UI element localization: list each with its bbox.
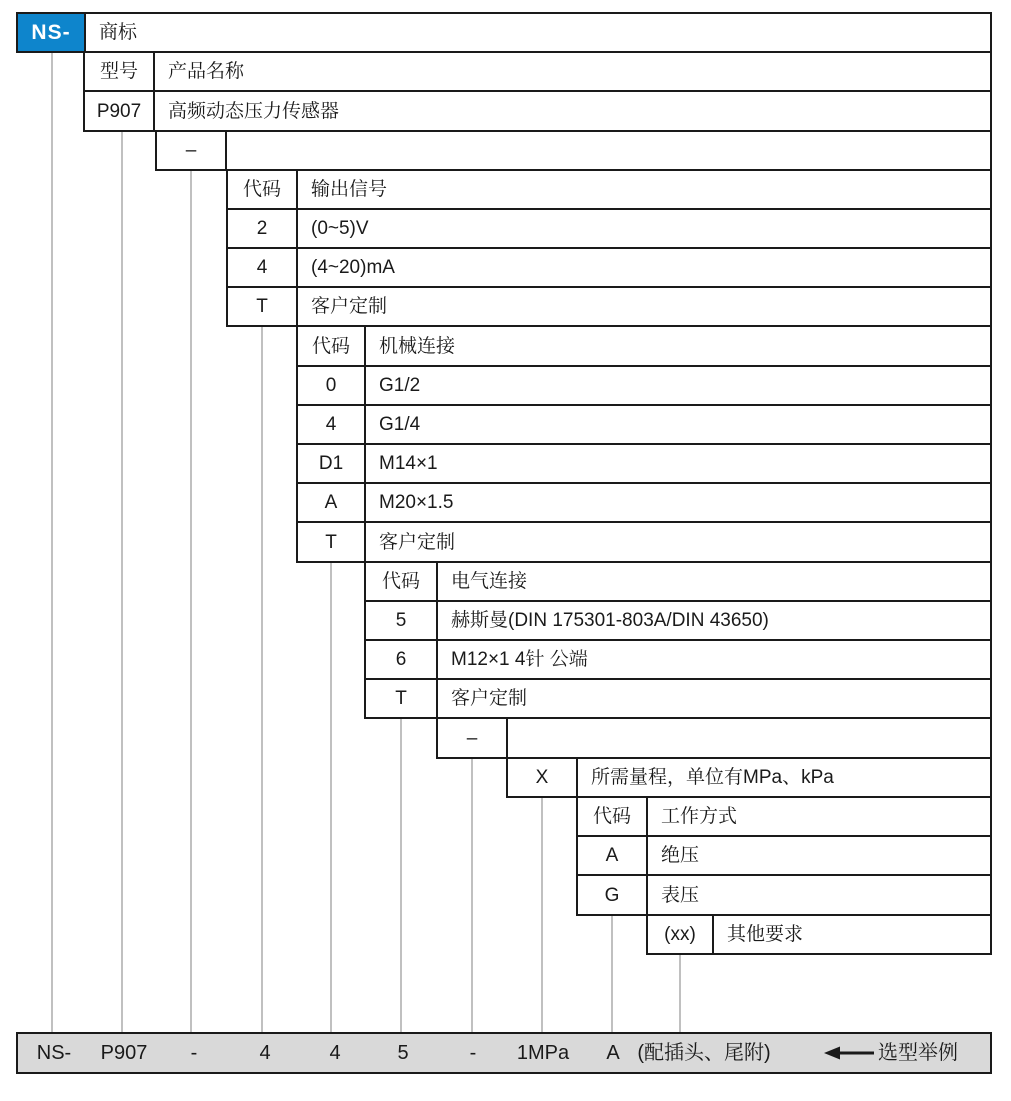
mechanical-header-name-cell: 机械连接: [379, 335, 456, 357]
output-signal-row: [226, 286, 992, 327]
other-name-cell: 其他要求: [727, 924, 804, 945]
mechanical-name-cell: M14×1: [379, 453, 438, 474]
output-signal-name-cell: (0~5)V: [311, 218, 369, 239]
separator1-cell: –: [157, 132, 227, 169]
mechanical-name-cell: G1/2: [379, 375, 421, 396]
separator1-empty-cell: [227, 132, 990, 169]
connector-brand: [51, 51, 53, 1032]
working-mode-header-row: [576, 796, 992, 837]
separator2-row: [436, 717, 992, 759]
example-token: 5: [397, 1042, 409, 1064]
output-signal-code-cell: 2: [228, 210, 298, 247]
connector-working-mode: [611, 914, 613, 1032]
mechanical-row: [296, 404, 992, 445]
mechanical-header-row: [296, 325, 992, 367]
output-signal-header-name-cell: 输出信号: [311, 179, 388, 200]
working-mode-header-code-cell: 代码: [578, 798, 648, 835]
other-code-cell: (xx): [648, 916, 714, 953]
working-mode-name-cell: 表压: [661, 884, 700, 906]
electrical-row: [364, 639, 992, 680]
electrical-name-cell: M12×1 4针 公端: [451, 649, 588, 670]
working-mode-row: [576, 835, 992, 876]
model-name-cell: 高频动态压力传感器: [168, 100, 340, 122]
example-token: -: [469, 1042, 477, 1064]
example-token: P907: [100, 1042, 148, 1064]
connector-other: [679, 953, 681, 1032]
electrical-code-cell: 6: [366, 641, 438, 678]
working-mode-row: [576, 874, 992, 916]
model-header-name-cell: 产品名称: [168, 61, 245, 82]
example-token: 4: [329, 1042, 341, 1064]
output-signal-row: [226, 247, 992, 288]
mechanical-name-cell: G1/4: [379, 414, 421, 435]
working-mode-name-cell: 绝压: [661, 845, 700, 866]
output-signal-code-cell: T: [228, 288, 298, 325]
mechanical-code-cell: A: [298, 484, 366, 521]
electrical-name-cell: 客户定制: [451, 688, 528, 709]
example-label: 选型举例: [878, 1042, 958, 1064]
selection-example-bar: [16, 1032, 992, 1074]
electrical-header-name-cell: 电气连接: [451, 571, 528, 592]
connector-range: [541, 796, 543, 1032]
electrical-code-cell: T: [366, 680, 438, 717]
output-signal-name-cell: 客户定制: [311, 296, 388, 317]
connector-output-signal: [261, 325, 263, 1032]
connector-electrical: [400, 717, 402, 1032]
mechanical-header-code-cell: 代码: [298, 327, 366, 365]
output-signal-code-cell: 4: [228, 249, 298, 286]
other-row: [646, 914, 992, 955]
model-code-cell: P907: [85, 92, 155, 130]
mechanical-name-cell: 客户定制: [379, 531, 456, 553]
range-row: [506, 757, 992, 798]
example-token: NS-: [36, 1042, 72, 1064]
electrical-row: [364, 600, 992, 641]
output-signal-header-row: [226, 169, 992, 210]
output-signal-name-cell: (4~20)mA: [311, 257, 395, 278]
electrical-row: [364, 678, 992, 719]
electrical-code-cell: 5: [366, 602, 438, 639]
mechanical-row: [296, 521, 992, 563]
model-header-code-cell: 型号: [85, 53, 155, 90]
example-token: -: [190, 1042, 198, 1064]
example-token: (配插头、尾附): [637, 1042, 771, 1064]
working-mode-code-cell: A: [578, 837, 648, 874]
output-signal-header-code-cell: 代码: [228, 171, 298, 208]
connector-mechanical: [330, 561, 332, 1032]
separator2-empty-cell: [508, 719, 990, 757]
mechanical-row: [296, 443, 992, 484]
brand-row: [16, 12, 992, 53]
range-code-cell: X: [508, 759, 578, 796]
range-name-cell: 所需量程，单位有MPa、kPa: [591, 767, 834, 788]
example-token: 1MPa: [516, 1042, 570, 1064]
separator2-cell: –: [438, 719, 508, 757]
connector-separator2: [471, 757, 473, 1032]
mechanical-code-cell: D1: [298, 445, 366, 482]
example-token: A: [606, 1042, 620, 1064]
brand-label-cell: 商标: [99, 22, 138, 43]
separator1-row: [155, 130, 992, 171]
mechanical-code-cell: 4: [298, 406, 366, 443]
connector-separator1: [190, 169, 192, 1032]
example-token: 4: [259, 1042, 271, 1064]
mechanical-name-cell: M20×1.5: [379, 492, 454, 513]
working-mode-code-cell: G: [578, 876, 648, 914]
electrical-header-code-cell: 代码: [366, 563, 438, 600]
working-mode-header-name-cell: 工作方式: [661, 806, 738, 827]
mechanical-row: [296, 482, 992, 523]
brand-code-cell: NS-: [18, 14, 86, 51]
mechanical-code-cell: T: [298, 523, 366, 561]
connector-model: [121, 130, 123, 1032]
electrical-header-row: [364, 561, 992, 602]
mechanical-row: [296, 365, 992, 406]
output-signal-row: [226, 208, 992, 249]
model-row: [83, 90, 992, 132]
mechanical-code-cell: 0: [298, 367, 366, 404]
left-arrow-icon: [824, 1045, 876, 1061]
electrical-name-cell: 赫斯曼(DIN 175301-803A/DIN 43650): [451, 610, 769, 631]
model-header-row: [83, 51, 992, 92]
